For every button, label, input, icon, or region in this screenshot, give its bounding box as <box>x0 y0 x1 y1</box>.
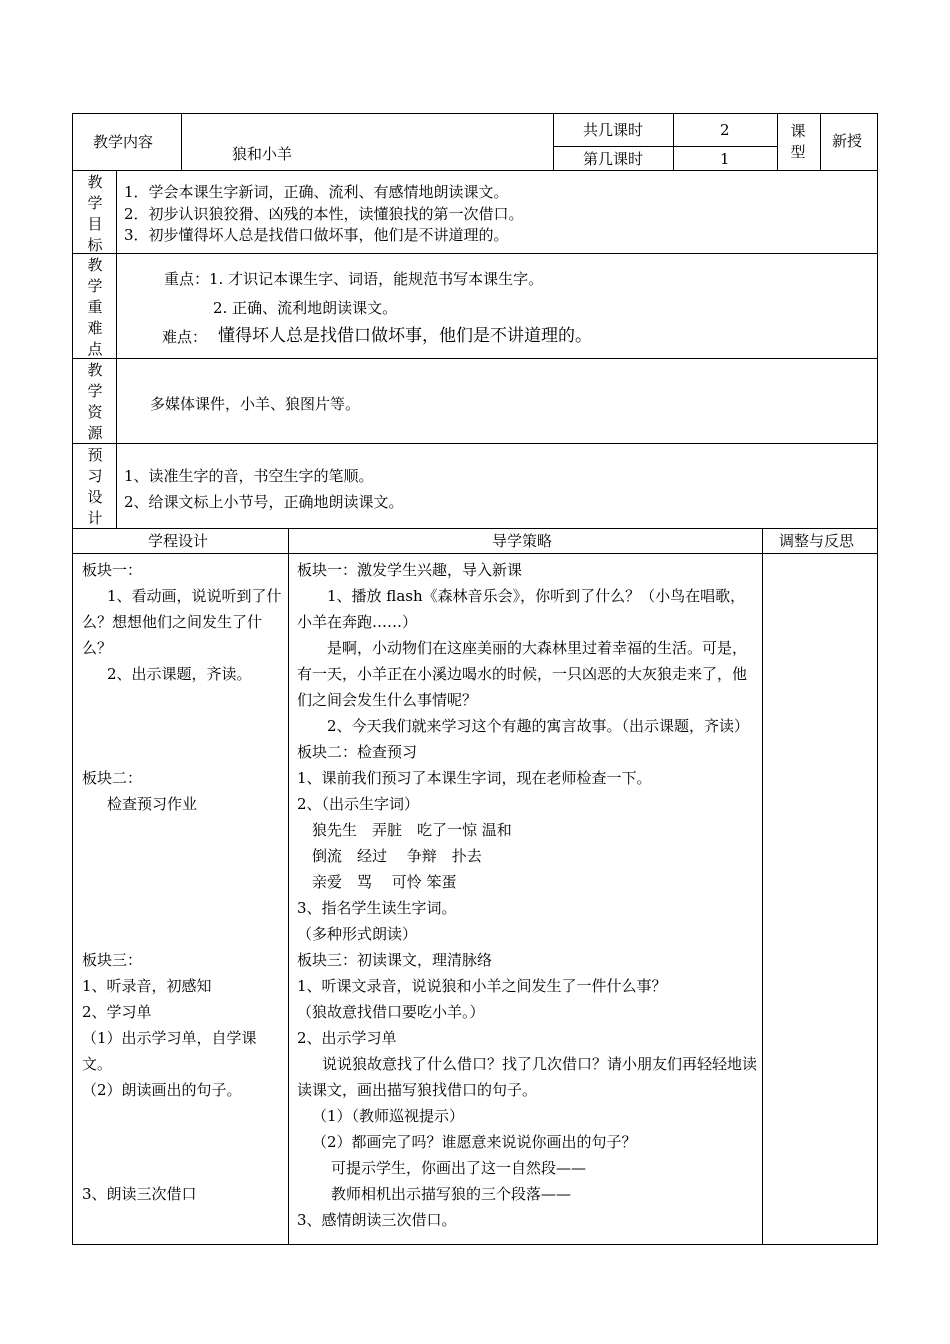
strategy-item: 1、听课文录音，说说狼和小羊之间发生了一件什么事？ <box>297 977 667 995</box>
strategy-item: 1、课前我们预习了本课生字词，现在老师检查一下。 <box>297 769 652 787</box>
strategy-item: （多种形式朗读） <box>297 925 418 943</box>
lesson-title: 狼和小羊 <box>232 145 293 163</box>
strategy-item: 板块三：初读课文，理清脉络 <box>297 951 493 969</box>
preview-label: 预习设计 <box>87 446 103 527</box>
guidance-strategy-column <box>297 557 757 1233</box>
learning-item: （2）朗读画出的句子。 <box>82 1081 242 1099</box>
learning-item: 2、出示课题，齐读。 <box>107 665 252 683</box>
strategy-item: 2、（出示生字词） <box>297 795 420 813</box>
strategy-item: （狼故意找借口要吃小羊。） <box>297 1003 485 1021</box>
learning-item: 1、听录音，初感知 <box>82 977 212 995</box>
resources-label: 教学资源 <box>87 361 103 442</box>
key-points-label: 教学重难点 <box>87 256 103 358</box>
learning-item: 板块三： <box>82 951 143 969</box>
strategy-item: 2、今天我们就来学习这个有趣的寓言故事。（出示课题，齐读） <box>327 717 750 735</box>
strategy-item: 3、感情朗读三次借口。 <box>297 1211 457 1229</box>
content-label: 教学内容 <box>93 133 154 151</box>
goal-item: 3．初步懂得坏人总是找借口做坏事，他们是不讲道理的。 <box>124 226 509 244</box>
learning-item: （1）出示学习单，自学课文。 <box>82 1029 257 1073</box>
strategy-item: 2、出示学习单 <box>297 1029 397 1047</box>
learning-item: 2、学习单 <box>82 1003 152 1021</box>
reflection-header: 调整与反思 <box>779 532 855 550</box>
strategy-item: 倒流 经过 争辩 扑去 <box>312 847 482 865</box>
lesson-type-label: 课型 <box>790 122 806 161</box>
total-hours-value: 2 <box>720 121 730 139</box>
strategy-item: 可提示学生，你画出了这一自然段—— <box>331 1159 587 1177</box>
key-point-line: 重点：1. 才识记本课生字、词语，能规范书写本课生字。 <box>164 270 544 288</box>
strategy-item: （2）都画完了吗？谁愿意来说说你画出的句子？ <box>312 1133 637 1151</box>
learning-item: 3、朗读三次借口 <box>82 1185 197 1203</box>
total-hours-label: 共几课时 <box>583 121 644 139</box>
strategy-item: 3、指名学生读生字词。 <box>297 899 457 917</box>
preview-item: 1、读准生字的音，书空生字的笔顺。 <box>124 467 374 485</box>
resources-text: 多媒体课件，小羊、狼图片等。 <box>150 395 361 413</box>
lesson-number-value: 1 <box>720 150 730 168</box>
difficulty-text: 懂得坏人总是找借口做坏事，他们是不讲道理的。 <box>218 326 592 346</box>
strategy-item: （1）（教师巡视提示） <box>312 1107 465 1125</box>
learning-item: 1、看动画，说说听到了什么？想想他们之间发生了什么？ <box>82 587 282 657</box>
strategy-item: 1、播放 flash《森林音乐会》，你听到了什么？（小鸟在唱歌，小羊在奔跑……） <box>297 587 746 631</box>
strategy-item: 是啊，小动物们在这座美丽的大森林里过着幸福的生活。可是，有一天，小羊正在小溪边喝水的时候，一只凶恶的大灰狼走来了，他们之间会发生什么事情呢？ <box>297 639 748 709</box>
goal-item: 2．初步认识狼狡猾、凶残的本性，读懂狼找的第一次借口。 <box>124 205 524 223</box>
learning-item: 板块二： <box>82 769 143 787</box>
guidance-strategy-header: 导学策略 <box>492 532 553 550</box>
strategy-item: 板块二：检查预习 <box>297 743 418 761</box>
strategy-item: 教师相机出示描写狼的三个段落—— <box>331 1185 572 1203</box>
difficulty-label: 难点： <box>162 328 208 346</box>
lesson-number-label: 第几课时 <box>583 150 644 168</box>
strategy-item: 说说狼故意找了什么借口？找了几次借口？请小朋友们再轻轻地读读课文，画出描写狼找借口的句子。 <box>297 1055 758 1099</box>
learning-item: 检查预习作业 <box>107 795 198 813</box>
goals-label: 教学目标 <box>87 173 103 254</box>
preview-item: 2、给课文标上小节号，正确地朗读课文。 <box>124 493 404 511</box>
learning-design-column <box>82 557 282 1207</box>
strategy-item: 板块一：激发学生兴趣，导入新课 <box>297 561 523 579</box>
lesson-type-value: 新授 <box>832 132 863 150</box>
key-point-line: 2. 正确、流利地朗读课文。 <box>213 299 398 317</box>
strategy-item: 狼先生 弄脏 吃了一惊 温和 <box>312 821 512 839</box>
learning-design-header: 学程设计 <box>148 532 209 550</box>
goal-item: 1．学会本课生字新词，正确、流利、有感情地朗读课文。 <box>124 183 509 201</box>
strategy-item: 亲爱 骂 可怜 笨蛋 <box>312 873 457 891</box>
learning-item: 板块一： <box>82 561 143 579</box>
